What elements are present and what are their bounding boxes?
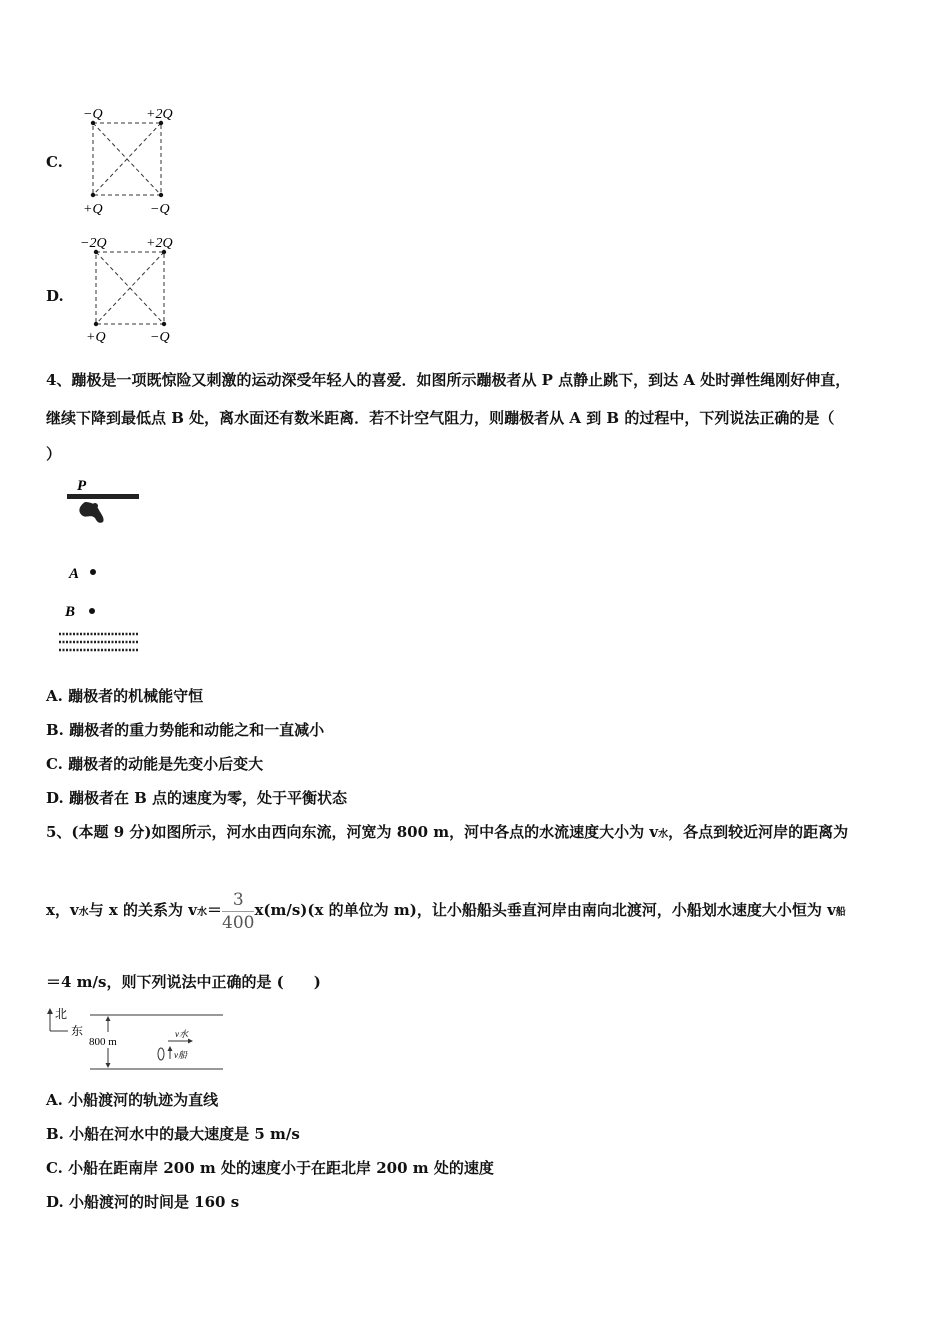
point-a-label: A	[69, 566, 80, 582]
q5-option-b: B. 小船在河水中的最大速度是 5 m/s	[46, 1125, 300, 1143]
q5-stem-line1: 5、(本题 9 分)如图所示，河水由西向东流，河宽为 800 m，河中各点的水流速度大小为 v水，各点到较近河岸的距离为	[46, 823, 849, 841]
q4-stem-line2: 继续下降到最低点 B 处，离水面还有数米距离．若不计空气阻力，则蹦极者从 A 到 B 的过程中，下列说法正确的是（	[46, 409, 835, 427]
charge-bottom-left: +Q	[83, 202, 103, 217]
charge-square-diagram-c	[78, 102, 188, 220]
q4-option-a: A. 蹦极者的机械能守恒	[46, 687, 204, 705]
water-surface	[59, 634, 139, 650]
east-label: 东	[71, 1024, 84, 1038]
q5-option-a: A. 小船渡河的轨迹为直线	[46, 1091, 219, 1109]
charge-top-right: +2Q	[146, 236, 173, 251]
q4-option-c: C. 蹦极者的动能是先变小后变大	[46, 755, 264, 773]
option-d-label: D.	[46, 287, 64, 305]
v-water-label: v水	[175, 1029, 188, 1039]
platform	[67, 494, 139, 499]
charge-bottom-right: −Q	[150, 330, 170, 345]
river-diagram	[40, 1004, 230, 1074]
v-boat-label: v船	[174, 1050, 187, 1060]
q5-stem-line3: ＝4 m/s，则下列说法中正确的是 ( )	[46, 973, 321, 991]
q5-stem-line2: x，v水与 x 的关系为 v水＝ $\frac{3}{400}$ x(m/s)(x 的单位为 m)，让小船船头垂直河岸由南向北渡河，小船划水速度大小恒为 v船	[46, 889, 846, 933]
charge-bottom-left: +Q	[86, 330, 106, 345]
q5-option-c: C. 小船在距南岸 200 m 处的速度小于在距北岸 200 m 处的速度	[46, 1159, 494, 1177]
q5-option-d: D. 小船渡河的时间是 160 s	[46, 1193, 240, 1211]
point-b-dot	[89, 608, 95, 614]
charge-top-left: −2Q	[80, 236, 107, 251]
bungee-diagram	[55, 474, 150, 664]
q4-stem-line1: 4、蹦极是一项既惊险又刺激的运动深受年轻人的喜爱．如图所示蹦极者从 P 点静止跳下，到达 A 处时弹性绳刚好伸直，	[46, 371, 851, 389]
charge-bottom-right: −Q	[150, 202, 170, 217]
point-p-label: P	[77, 478, 87, 494]
q4-stem-line3: ）	[46, 445, 62, 463]
charge-top-right: +2Q	[146, 107, 173, 122]
jumper-icon	[79, 502, 103, 523]
charge-top-left: −Q	[83, 107, 103, 122]
north-label: 北	[55, 1007, 68, 1021]
boat-icon	[158, 1048, 164, 1060]
q4-option-b: B. 蹦极者的重力势能和动能之和一直减小	[46, 721, 325, 739]
point-a-dot	[90, 569, 96, 575]
river-width-label: 800 m	[89, 1036, 117, 1048]
fraction: $\frac{3}{400}$	[222, 889, 255, 933]
option-c-label: C.	[46, 153, 63, 171]
q4-option-d: D. 蹦极者在 B 点的速度为零，处于平衡状态	[46, 789, 348, 807]
point-b-label: B	[65, 604, 76, 620]
charge-square-diagram-d	[78, 230, 188, 348]
